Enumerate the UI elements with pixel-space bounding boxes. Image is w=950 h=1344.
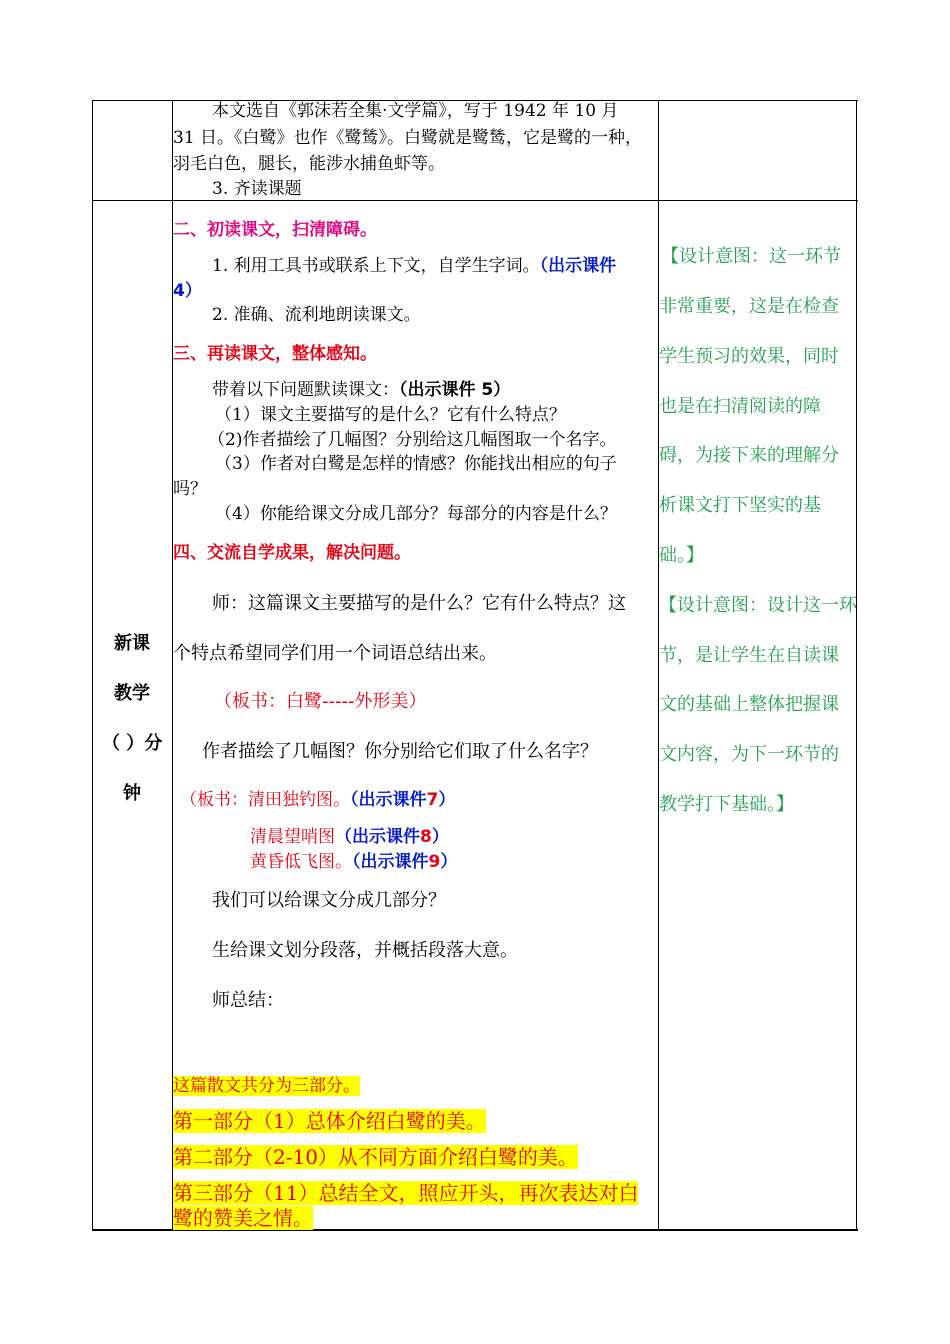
note-line-1: 【设计意图：这一环节: [661, 246, 841, 267]
note-line-5: 碍，为接下来的理解分: [659, 445, 839, 466]
note-line-7: 础。】: [659, 545, 704, 566]
note-line-3: 学生预习的效果，同时: [659, 346, 839, 367]
board-note-3-num: 8: [420, 827, 432, 847]
note-line-8: 【设计意图：设计这一环: [659, 595, 857, 616]
note-line-12: 教学打下基础。】: [659, 794, 794, 815]
board-note-4-close: ）: [440, 852, 458, 872]
top-line-2: 31 日。《白鹭》也作《鹭鸶》。白鹭就是鹭鸶，它是鹭的一种，: [173, 128, 643, 148]
note-line-10: 文的基础上整体把握课: [659, 694, 839, 715]
note-line-9: 节，是让学生在自读课: [659, 645, 839, 666]
board-note-4-courseware: （出示课件: [352, 852, 429, 872]
board-note-3: [250, 825, 449, 849]
board-note-4: [250, 850, 457, 874]
board-note-2-text: （板书：清田独钓图。: [180, 790, 350, 810]
heading-4: 四、交流自学成果，解决问题。: [173, 543, 411, 563]
label-line-3: （ ）分: [102, 733, 163, 754]
board-note-4-num: 9: [428, 852, 441, 872]
step-1-courseware-cont: 4）: [173, 281, 202, 301]
question-intro-courseware: （出示课件 5）: [399, 380, 511, 400]
label-line-2: 教学: [114, 683, 150, 704]
question-intro-text: 带着以下问题默读课文：: [212, 380, 399, 400]
summary-highlight-4b: [173, 1206, 313, 1230]
summary-highlight-4a: [173, 1180, 638, 1206]
summary-highlight-4a-text: 第三部分（11）总结全文，照应开头，再次表达对白: [173, 1181, 639, 1205]
board-note-2-courseware: （出示课件: [350, 790, 427, 810]
board-note-2-num: 7: [426, 790, 439, 810]
board-note-3-text: 清晨望哨图: [250, 827, 335, 847]
board-note-2: [180, 788, 455, 812]
summary-highlight-1: [173, 1074, 360, 1098]
step-1-text: 1. 利用工具书或联系上下文，自学生字词。: [212, 256, 540, 276]
question-1: （1）课文主要描写的是什么？它有什么特点？: [215, 405, 566, 425]
note-line-6: 析课文打下坚实的基: [659, 495, 821, 516]
question-4: （4）你能给课文分成几部分？每部分的内容是什么？: [215, 504, 617, 524]
student-task: 生给课文划分段落，并概括段落大意。: [212, 940, 518, 961]
board-note-4-text: 黄昏低飞图。: [250, 852, 352, 872]
summary-highlight-3-text: 第二部分（2-10）从不同方面介绍白鹭的美。: [173, 1145, 578, 1169]
board-note-3-close: ）: [431, 827, 449, 847]
label-line-1: 新课: [114, 633, 150, 654]
teacher-question-2: 作者描绘了几幅图？你分别给它们取了什么名字？: [202, 741, 598, 762]
summary-highlight-2: [173, 1107, 486, 1135]
teacher-summary: 师总结：: [212, 990, 284, 1011]
question-3-cont: 吗？: [173, 479, 207, 499]
top-line-4: 3. 齐读课题: [212, 179, 302, 199]
note-line-11: 文内容，为下一环节的: [659, 744, 839, 765]
step-1-courseware: （出示课件: [539, 256, 617, 276]
question-3: （3）作者对白鹭是怎样的情感？你能找出相应的句子: [215, 454, 617, 474]
note-line-2: 非常重要，这是在检查: [659, 296, 839, 317]
board-note-1: （板书：白鹭-----外形美）: [214, 691, 427, 712]
top-line-3: 羽毛白色，腿长，能涉水捕鱼虾等。: [173, 154, 445, 174]
summary-highlight-2-text: 第一部分（1）总体介绍白鹭的美。: [173, 1109, 486, 1133]
label-line-4: 钟: [123, 783, 141, 804]
heading-3: 三、再读课文，整体感知。: [173, 344, 377, 364]
question-2: （2)作者描绘了几幅图？分别给这几幅图取一个名字。: [208, 430, 617, 450]
summary-highlight-1-text: 这篇散文共分为三部分。: [173, 1076, 360, 1096]
teacher-question-1-cont: 个特点希望同学们用一个词语总结出来。: [173, 643, 497, 664]
table-left-border: [92, 100, 93, 1231]
table-right-border: [856, 100, 857, 1231]
note-line-4: 也是在扫清阅读的障: [659, 396, 821, 417]
heading-2: 二、初读课文，扫清障碍。: [173, 220, 377, 240]
board-note-3-courseware: （出示课件: [335, 827, 420, 847]
summary-highlight-3: [173, 1143, 578, 1171]
top-line-1: 本文选自《郭沫若全集·文学篇》，写于 1942 年 10 月: [212, 101, 619, 121]
step-2: 2. 准确、流利地朗读课文。: [212, 305, 421, 325]
teacher-question-1: 师：这篇课文主要描写的是什么？它有什么特点？这: [212, 593, 626, 614]
summary-highlight-4b-text: 鹭的赞美之情。: [173, 1206, 313, 1230]
question-parts: 我们可以给课文分成几部分？: [212, 890, 446, 911]
row-divider: [92, 200, 858, 201]
step-1: [212, 254, 616, 278]
question-intro: [212, 378, 510, 402]
board-note-2-close: ）: [438, 790, 456, 810]
